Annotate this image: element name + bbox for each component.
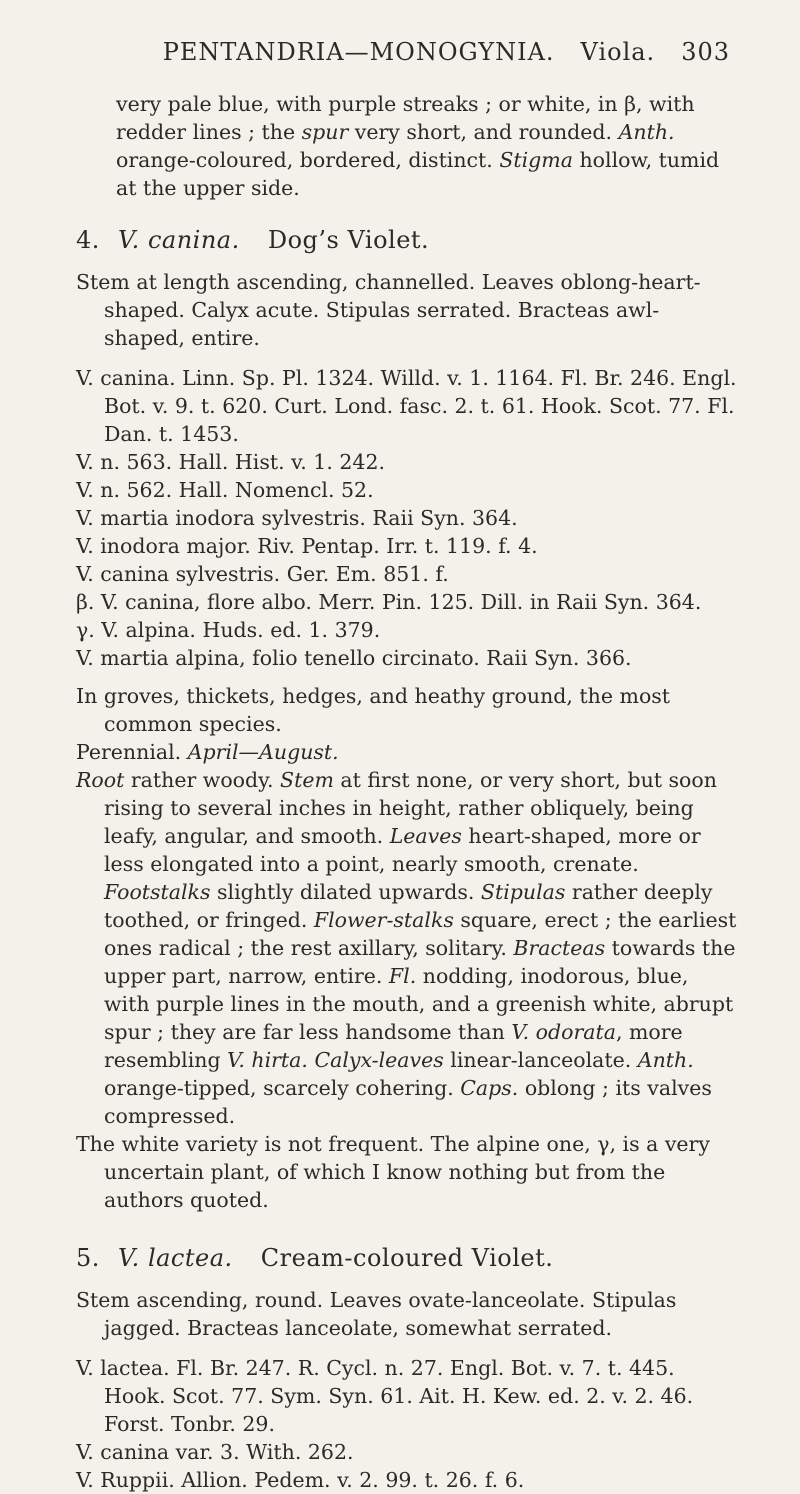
duration: Perennial. April—August.: [76, 740, 339, 764]
species-heading-lactea: 5. V. lactea. Cream-coloured Violet.: [76, 1244, 554, 1272]
synonym-entry: V. canina. Linn. Sp. Pl. 1324. Willd. v. 1. 1164. Fl. Br. 246. Engl. Bot. v. 9. t. 620. Curt. Lond. fasc. 2. t. 61. Hook. Scot. 77. Fl. Dan. t. 1453.: [76, 366, 737, 446]
synonym-entry: V. canina var. 3. With. 262.: [76, 1440, 354, 1464]
synonym-entry: V. martia alpina, folio tenello circinato. Raii Syn. 366.: [76, 646, 632, 670]
species-name: V. canina.: [118, 226, 240, 254]
species-name: V. lactea.: [118, 1244, 233, 1272]
synonym-entry: V. martia inodora sylvestris. Raii Syn. 364.: [76, 506, 518, 530]
synonym-entry: V. n. 563. Hall. Hist. v. 1. 242.: [76, 450, 386, 474]
running-head: [76, 38, 740, 66]
synonym-entry: V. lactea. Fl. Br. 247. R. Cycl. n. 27. Engl. Bot. v. 7. t. 445. Hook. Scot. 77. Sym. Syn. 61. Ait. H. Kew. ed. 2. v. 2. 46. Forst. Tonbr. 29.: [76, 1356, 694, 1436]
page-number: 303: [681, 38, 730, 66]
synonym-list-canina: [76, 364, 740, 672]
common-name: Dog’s Violet.: [267, 226, 430, 254]
species-diagnosis: Stem ascending, round. Leaves ovate-lanceolate. Stipulas jagged. Bracteas lanceolate, somewhat serrated.: [76, 1288, 677, 1340]
synonym-entry: V. n. 562. Hall. Nomencl. 52.: [76, 478, 374, 502]
description: Root rather woody. Stem at first none, or very short, but soon rising to several inches in height, rather obliquely, being leafy, angular, and smooth. Leaves heart-shaped, more or less elongated into a point, nearly smooth, crenate. Footstalks slightly dilated upwards. Stipulas rather deeply toothed, or fringed. Flower-stalks square, erect ; the earliest ones radical ; the rest axillary, solitary. Bracteas towards the upper part, narrow, entire. Fl. nodding, inodorous, blue, with purple lines in the mouth, and a greenish white, abrupt spur ; they are far less handsome than V. odorata, more resembling V. hirta. Calyx-leaves linear-lanceolate. Anth. orange-tipped, scarcely cohering. Caps. oblong ; its valves compressed.: [76, 768, 737, 1128]
synonym-entry: γ. V. alpina. Huds. ed. 1. 379.: [76, 618, 381, 642]
synonym-entry: V. Ruppii. Allion. Pedem. v. 2. 99. t. 26. f. 6.: [76, 1468, 525, 1492]
synonym-entry: V. canina sylvestris. Ger. Em. 851. f.: [76, 562, 449, 586]
species-diagnosis: Stem at length ascending, channelled. Leaves oblong-heart-shaped. Calyx acute. Stipulas serrated. Bracteas awl-shaped, entire.: [76, 270, 701, 350]
common-name: Cream-coloured Violet.: [260, 1244, 554, 1272]
habitat: In groves, thickets, hedges, and heathy ground, the most common species.: [76, 684, 671, 736]
remark: The white variety is not frequent. The alpine one, γ, is a very uncertain plant, of which I know nothing but from the authors quoted.: [76, 1132, 710, 1212]
continued-description: very pale blue, with purple streaks ; or white, in β, with redder lines ; the spur very short, and rounded. Anth. orange-coloured, bordered, distinct. Stigma hollow, tumid at the upper side.: [116, 92, 720, 200]
synonym-entry: β. V. canina, flore albo. Merr. Pin. 125. Dill. in Raii Syn. 364.: [76, 590, 702, 614]
synonym-list-lactea: [76, 1354, 740, 1494]
running-head-genus: Viola.: [580, 38, 656, 66]
running-head-title: PENTANDRIA—MONOGYNIA.: [162, 38, 555, 66]
synonym-entry: V. inodora major. Riv. Pentap. Irr. t. 119. f. 4.: [76, 534, 538, 558]
species-heading-canina: 4. V. canina. Dog’s Violet.: [76, 226, 430, 254]
